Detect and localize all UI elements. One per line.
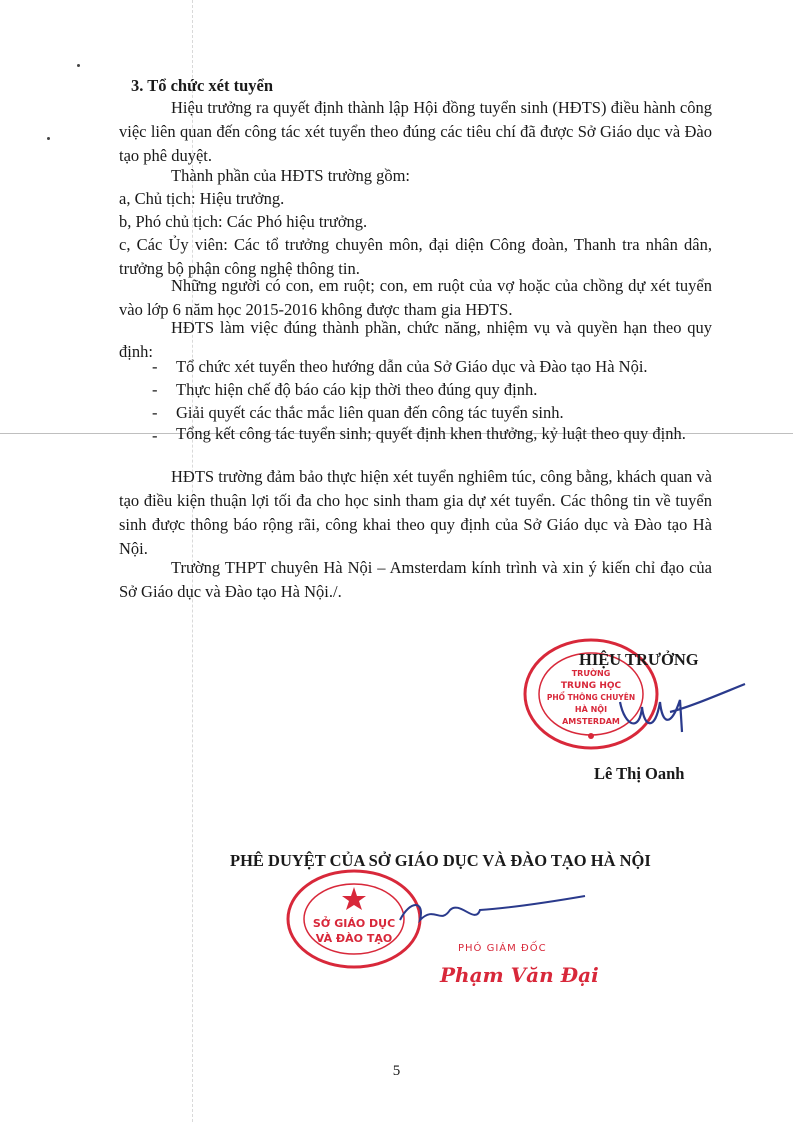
stamp-text: TRƯỜNG — [571, 669, 611, 678]
list-item: Giải quyết các thắc mắc liên quan đến công tác tuyển sinh. — [176, 403, 564, 422]
stamp-text: SỞ GIÁO DỤC — [312, 917, 396, 930]
deputy-director-name: Phạm Văn Đại — [440, 963, 599, 987]
principal-title: HIỆU TRƯỞNG — [579, 650, 699, 669]
principal-signature-scribble — [580, 672, 760, 742]
list-item: Tổng kết công tác tuyển sinh; quyết định khen thưởng, kỷ luật theo quy định. — [176, 424, 686, 443]
stamp-text: AMSTERDAM — [562, 717, 620, 726]
stamp-text: TRUNG HỌC — [560, 681, 622, 691]
section-heading: 3. Tổ chức xét tuyển — [131, 76, 274, 95]
stamp-text: PHỔ THÔNG CHUYÊN — [546, 693, 636, 702]
paragraph-fairness: HĐTS trường đảm bảo thực hiện xét tuyển nghiêm túc, công bằng, khách quan và tạo điều kiện thuận lợi tối đa cho học sinh tham gia dự xét tuyển. Các thông tin về tuyển sinh được thông báo rộng rãi, công khai theo quy định của Sở Giáo dục và Đào tạo Hà Nội. — [119, 467, 712, 558]
approval-heading: PHÊ DUYỆT CỦA SỞ GIÁO DỤC VÀ ĐÀO TẠO HÀ NỘI — [230, 851, 651, 870]
page-number: 5 — [392, 1063, 401, 1079]
list-bullet: - — [152, 380, 158, 399]
list-item: Tổ chức xét tuyển theo hướng dẫn của Sở Giáo dục và Đào tạo Hà Nội. — [176, 357, 648, 376]
stamp-text: HÀ NỘI — [574, 705, 608, 714]
member-vice-chair: b, Phó chủ tịch: Các Phó hiệu trưởng. — [119, 212, 368, 231]
paragraph-council-decision: Hiệu trưởng ra quyết định thành lập Hội đồng tuyển sinh (HĐTS) điều hành công việc liên quan đến công tác xét tuyển theo đúng các tiêu chí đã được Sở Giáo dục và Đào tạo phê duyệt. — [119, 98, 712, 165]
deputy-signature-scribble — [380, 880, 600, 940]
stamp-text: VÀ ĐÀO TẠO — [315, 932, 393, 945]
principal-name: Lê Thị Oanh — [594, 764, 685, 783]
list-bullet: - — [152, 403, 158, 422]
member-chair: a, Chủ tịch: Hiệu trưởng. — [119, 189, 285, 208]
paragraph-council-duties-intro: HĐTS làm việc đúng thành phần, chức năng, nhiệm vụ và quyền hạn theo quy định: — [119, 318, 712, 361]
scan-speck — [77, 64, 80, 67]
paragraph-exclusion: Những người có con, em ruột; con, em ruột của vợ hoặc của chồng dự xét tuyển vào lớp 6 năm học 2015-2016 không được tham gia HĐTS. — [119, 276, 712, 319]
member-commissioners: c, Các Ủy viên: Các tổ trưởng chuyên môn, đại diện Công đoàn, Thanh tra nhân dân, trưởng bộ phận công nghệ thông tin. — [119, 235, 712, 278]
list-bullet: - — [152, 357, 158, 376]
paragraph-council-members-intro: Thành phần của HĐTS trường gồm: — [171, 166, 411, 185]
list-item: Thực hiện chế độ báo cáo kịp thời theo đúng quy định. — [176, 380, 538, 399]
scan-speck — [47, 137, 50, 140]
deputy-director-role: PHÓ GIÁM ĐỐC — [458, 943, 547, 954]
list-bullet: - — [152, 426, 158, 445]
paragraph-closing: Trường THPT chuyên Hà Nội – Amsterdam kính trình và xin ý kiến chỉ đạo của Sở Giáo dục và Đào tạo Hà Nội./. — [119, 558, 712, 601]
